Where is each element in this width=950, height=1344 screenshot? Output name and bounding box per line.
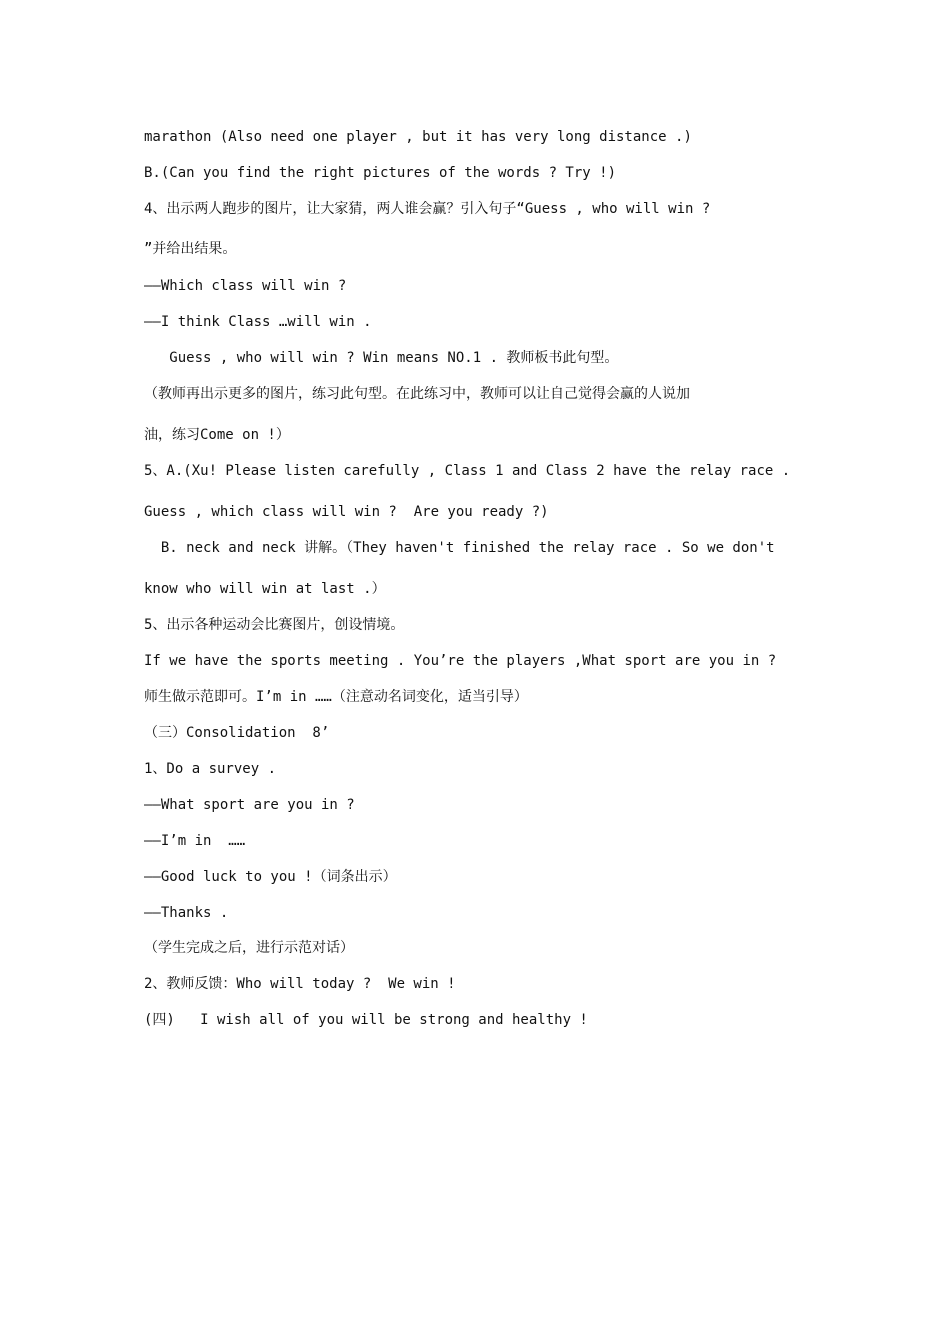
section-heading-consolidation: （三）Consolidation 8’: [144, 725, 330, 741]
text-line-4: ”并给出结果。: [144, 241, 237, 257]
text-line-1: marathon (Also need one player , but it has very long distance .): [144, 129, 692, 145]
text-line-2: B.(Can you find the right pictures of the words ? Try !): [144, 165, 617, 181]
text-line-19: ——What sport are you in ?: [144, 797, 355, 813]
text-line-6: ——I think Class …will win .: [144, 314, 372, 330]
text-line-3: 4、出示两人跑步的图片，让大家猜，两人谁会赢？引入句子“Guess , who will win ?: [144, 201, 711, 217]
text-line-15: If we have the sports meeting . You’re the players ,What sport are you in ?: [144, 653, 777, 669]
text-line-11: Guess , which class will win ? Are you ready ?): [144, 504, 549, 520]
text-line-23: （学生完成之后，进行示范对话）: [144, 940, 354, 956]
text-line-8: （教师再出示更多的图片，练习此句型。在此练习中，教师可以让自己觉得会赢的人说加: [144, 386, 690, 402]
text-line-13: know who will win at last .）: [144, 581, 386, 597]
text-line-24: 2、教师反馈：Who will today ? We win !: [144, 976, 456, 992]
text-line-5: ——Which class will win ?: [144, 278, 347, 294]
text-line-14: 5、出示各种运动会比赛图片，创设情境。: [144, 617, 405, 633]
text-line-22: ——Thanks .: [144, 905, 229, 921]
text-line-12: B. neck and neck 讲解。（They haven't finished the relay race . So we don't: [144, 540, 775, 556]
text-line-20: ——I’m in ……: [144, 833, 246, 849]
text-line-9: 油，练习Come on !）: [144, 427, 290, 443]
text-line-25: (四) I wish all of you will be strong and healthy !: [144, 1012, 588, 1028]
text-line-21: ——Good luck to you !（词条出示）: [144, 869, 397, 885]
text-line-7: Guess , who will win ? Win means NO.1 . 教师板书此句型。: [144, 350, 619, 366]
text-line-16: 师生做示范即可。I’m in ……（注意动名词变化，适当引导）: [144, 689, 528, 705]
text-line-10: 5、A.(Xu! Please listen carefully , Class 1 and Class 2 have the relay race .: [144, 463, 791, 479]
text-line-18: 1、Do a survey .: [144, 761, 277, 777]
